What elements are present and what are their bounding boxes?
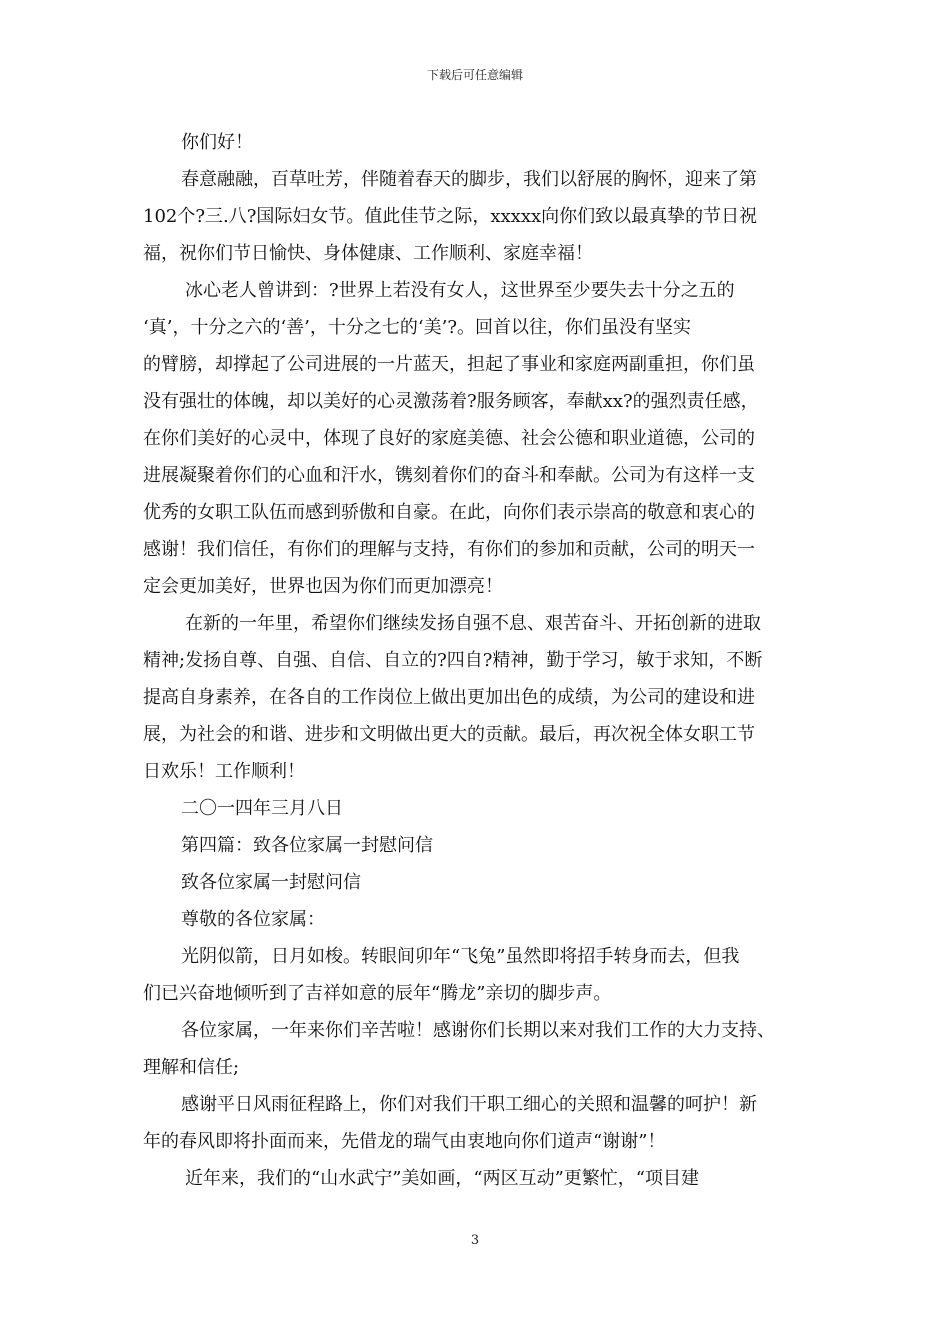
text-line: 感谢！我们信任，有你们的理解与支持，有你们的参加和贡献，公司的明天一 xyxy=(143,539,755,560)
text-line: 精神;发扬自尊、自强、自信、自立的?四自?精神，勤于学习，敏于求知，不断 xyxy=(143,650,763,671)
section-heading: 第四篇：致各位家属一封慰问信 xyxy=(181,835,433,856)
text-line: 们已兴奋地倾听到了吉祥如意的辰年“腾龙”亲切的脚步声。 xyxy=(143,983,612,1004)
text-line: 进展凝聚着你们的心血和汗水，镌刻着你们的奋斗和奉献。公司为有这样一支 xyxy=(143,465,755,486)
text-line: 春意融融，百草吐芳，伴随着春天的脚步，我们以舒展的胸怀，迎来了第 xyxy=(181,169,757,190)
page-header: 下载后可任意编辑 xyxy=(426,68,523,82)
text-line: 的臂膀，却撑起了公司进展的一片蓝天，担起了事业和家庭两副重担，你们虽 xyxy=(143,354,755,375)
letter-title: 致各位家属一封慰问信 xyxy=(181,872,361,893)
text-line: 提高自身素养，在各自的工作岗位上做出更加出色的成绩，为公司的建设和进 xyxy=(143,687,755,708)
text-line: 你们好！ xyxy=(181,132,253,153)
text-line: 年的春风即将扑面而来，先借龙的瑞气由衷地向你们道声“谢谢”！ xyxy=(143,1131,666,1152)
text-line: ‘真’，十分之六的‘善’，十分之七的‘美’?。回首以往，你们虽没有坚实 xyxy=(143,317,691,338)
text-line: 光阴似箭，日月如梭。转眼间卯年“飞兔”虽然即将招手转身而去，但我 xyxy=(181,946,740,967)
page-number: 3 xyxy=(470,1233,480,1248)
date-line: 二〇一四年三月八日 xyxy=(181,798,343,819)
text-line: 在你们美好的心灵中，体现了良好的家庭美德、社会公德和职业道德，公司的 xyxy=(143,428,755,449)
text-line: 没有强壮的体魄，却以美好的心灵激荡着?服务顾客，奉献xx?的强烈责任感， xyxy=(143,391,759,412)
text-line: 冰心老人曾讲到：?世界上若没有女人，这世界至少要失去十分之五的 xyxy=(185,280,735,301)
text-line: 展，为社会的和谐、进步和文明做出更大的贡献。最后，再次祝全体女职工节 xyxy=(143,724,755,745)
text-line: 各位家属，一年来你们辛苦啦！感谢你们长期以来对我们工作的大力支持、 xyxy=(181,1020,775,1041)
text-line: 优秀的女职工队伍而感到骄傲和自豪。在此，向你们表示崇高的敬意和衷心的 xyxy=(143,502,755,523)
text-line: 福，祝你们节日愉快、身体健康、工作顺利、家庭幸福！ xyxy=(143,243,593,264)
text-line: 日欢乐！工作顺利！ xyxy=(143,761,305,782)
text-line: 感谢平日风雨征程路上，你们对我们干职工细心的关照和温馨的呵护！新 xyxy=(181,1094,757,1115)
text-line: 在新的一年里，希望你们继续发扬自强不息、艰苦奋斗、开拓创新的进取 xyxy=(185,613,761,634)
text-line: 近年来，我们的“山水武宁”美如画，“两区互动”更繁忙，“项目建 xyxy=(185,1168,700,1189)
document-body xyxy=(143,124,807,1197)
text-line: 定会更加美好，世界也因为你们而更加漂亮！ xyxy=(143,576,503,597)
salutation: 尊敬的各位家属： xyxy=(181,909,325,930)
text-line: 102个?三.八?国际妇女节。值此佳节之际，xxxxx向你们致以最真挚的节日祝 xyxy=(143,206,758,227)
text-line: 理解和信任; xyxy=(143,1057,240,1078)
